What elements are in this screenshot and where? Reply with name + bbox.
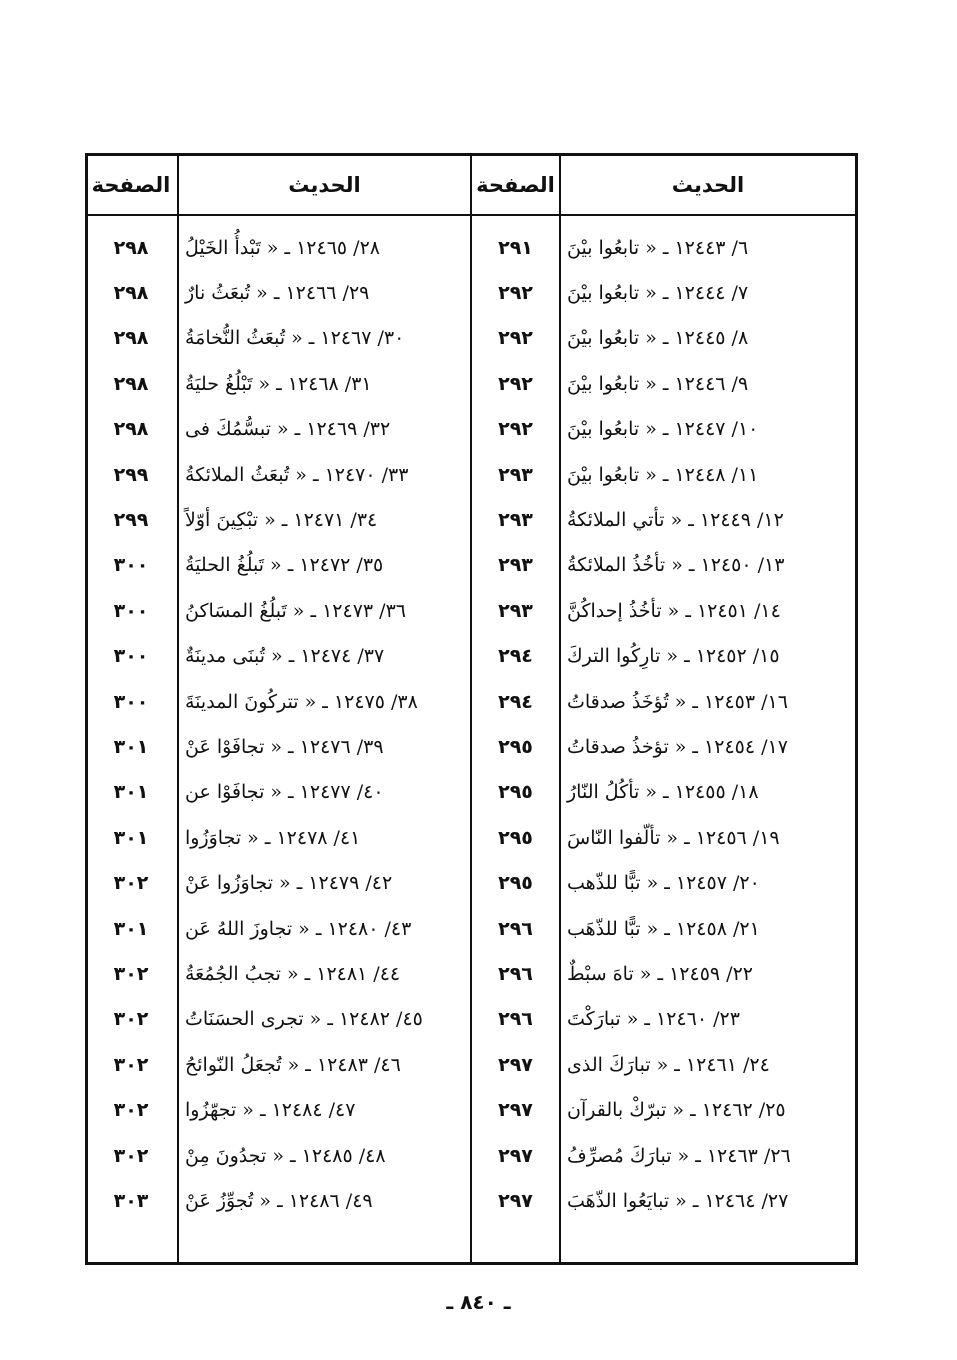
hadith-entry-right: ١٩/ ١٢٤٥٦ ـ « تألّفوا النّاسَ [567,826,780,849]
page-number-right: ٢٩٧ [498,1053,533,1076]
hadith-entry-left: ٤٧/ ١٢٤٨٤ ـ « تجهّزُوا [185,1099,356,1122]
hadith-entry-left: ٣٤/ ١٢٤٧١ ـ « تبْكِينَ أوّلاً [185,508,378,531]
page-number-right: ٢٩٥ [498,872,533,895]
page-number-left: ٣٠٢ [113,1008,149,1031]
hadith-entry-left: ٢٨/ ١٢٤٦٥ ـ « تَبْدأُ الخَيْلُ [185,236,380,259]
page-number-right: ٢٩٢ [498,372,533,395]
table-row [88,1133,855,1178]
page-number-left: ٢٩٨ [113,418,149,441]
page-number-left: ٣٠٢ [113,1053,149,1076]
page-number-left: ٢٩٨ [113,281,149,304]
hadith-entry-left: ٤٠/ ١٢٤٧٧ ـ « تجافَوْا عن [185,781,384,804]
hadith-entry-left: ٢٩/ ١٢٤٦٦ ـ « تُبعَثُ نارٌ [185,281,370,304]
table-row [88,361,855,406]
hadith-entry-right: ٢٦/ ١٢٤٦٣ ـ « تبارَكَ مُصرِّفُ [567,1144,791,1167]
table-row [88,815,855,860]
hadith-entry-left: ٤٨/ ١٢٤٨٥ ـ « تجدُونَ مِنْ [185,1144,386,1167]
page-number-left: ٢٩٩ [113,508,149,531]
hadith-entry-right: ٢٢/ ١٢٤٥٩ ـ « تاهَ سبْطٌ [567,962,753,985]
hadith-entry-left: ٣٢/ ١٢٤٦٩ ـ « تبسُّمُكَ فى [185,418,391,441]
page-number-left: ٣٠٠ [113,554,149,577]
hadith-entry-right: ١٥/ ١٢٤٥٢ ـ « تارِكُوا التركَ [567,645,780,668]
table-row [88,452,855,497]
page-number-left: ٣٠١ [113,735,149,758]
hadith-entry-right: ١٦/ ١٢٤٥٣ ـ « تُؤخَذُ صدقاتُ [567,690,788,713]
table-row [88,1178,855,1223]
hadith-entry-right: ٧/ ١٢٤٤٤ ـ « تابعُوا بيْنَ [567,281,749,304]
page-number-left: ٣٠٠ [113,645,149,668]
page-number-right: ٢٩٣ [498,508,533,531]
page-number-right: ٢٩٢ [498,281,533,304]
hadith-entry-right: ٢٠/ ١٢٤٥٧ ـ « تبًّا للذّهب [567,872,760,895]
page-number-left: ٣٠١ [113,917,149,940]
table-row [88,270,855,315]
page-number-right: ٢٩٤ [498,690,533,713]
hadith-entry-right: ١٢/ ١٢٤٤٩ ـ « تأتي الملائكةُ [567,508,784,531]
table-row [88,679,855,724]
hadith-entry-left: ٣٧/ ١٢٤٧٤ ـ « تُبنَى مدينَةٌ [185,645,385,668]
page-number-right: ٢٩٦ [498,962,533,985]
hadith-entry-left: ٣٥/ ١٢٤٧٢ ـ « تَبلُغُ الحليَةُ [185,554,384,577]
page-number: ـ ٨٤٠ ـ [446,1290,511,1314]
table-row [88,906,855,951]
header-page-left: الصفحة [91,173,171,197]
hadith-entry-right: ٩/ ١٢٤٤٦ ـ « تابعُوا بيْنَ [567,372,749,395]
table-row [88,543,855,588]
hadith-entry-right: ٨/ ١٢٤٤٥ ـ « تابعُوا بيْنَ [567,327,749,350]
page-number-left: ٣٠٢ [113,962,149,985]
page-number-left: ٣٠٠ [113,599,149,622]
page-number-left: ٣٠٢ [113,1144,149,1167]
hadith-entry-left: ٣٠/ ١٢٤٦٧ ـ « تُبعَثُ النُّخامَةُ [185,327,405,350]
hadith-entry-right: ٢١/ ١٢٤٥٨ ـ « تبًّا للذّهَب [567,917,760,940]
table-row [88,588,855,633]
page-number-left: ٢٩٩ [113,463,149,486]
hadith-entry-right: ٢٥/ ١٢٤٦٢ ـ « تبرّكْ بالقرآن [567,1099,786,1122]
hadith-entry-left: ٤٦/ ١٢٤٨٣ ـ « تُجعَلُ النّوائحُ [185,1053,401,1076]
hadith-entry-right: ٢٣/ ١٢٤٦٠ ـ « تبارَكْتَ [567,1008,740,1031]
page-number-left: ٣٠١ [113,781,149,804]
page-number-left: ٢٩٨ [113,327,149,350]
hadith-entry-left: ٣٨/ ١٢٤٧٥ ـ « تتركُونَ المدينَةَ [185,690,418,713]
hadith-entry-left: ٤٥/ ١٢٤٨٢ ـ « تجرى الحسَنَاتُ [185,1008,423,1031]
page-number-left: ٣٠٠ [113,690,149,713]
hadith-entry-left: ٤٣/ ١٢٤٨٠ ـ « تجاوزَ اللهُ عَن [185,917,412,940]
table-row [88,316,855,361]
table-row [88,951,855,996]
page-number-right: ٢٩٦ [498,1008,533,1031]
hadith-entry-right: ١١/ ١٢٤٤٨ ـ « تابعُوا بيْنَ [567,463,759,486]
table-row [88,407,855,452]
table-row [88,1088,855,1133]
page-number-right: ٢٩٢ [498,327,533,350]
hadith-entry-left: ٤١/ ١٢٤٧٨ ـ « تجاوَزُوا [185,826,361,849]
page-number-right: ٢٩٧ [498,1144,533,1167]
page-number-left: ٢٩٨ [113,372,149,395]
table-row [88,770,855,815]
page-number-left: ٣٠٢ [113,1099,149,1122]
table-row [88,724,855,769]
page-number-right: ٢٩٥ [498,735,533,758]
page-number-left: ٣٠٣ [113,1189,149,1212]
table-row [88,225,855,270]
table-row [88,497,855,542]
page-number-right: ٢٩١ [498,236,533,259]
hadith-entry-right: ١٠/ ١٢٤٤٧ ـ « تابعُوا بيْنَ [567,418,759,441]
index-table [85,153,858,1265]
table-row [88,634,855,679]
page-number-left: ٣٠٢ [113,872,149,895]
table-row [88,997,855,1042]
hadith-entry-left: ٣١/ ١٢٤٦٨ ـ « تَبْلُغُ حليَةُ [185,372,372,395]
hadith-entry-left: ٤٤/ ١٢٤٨١ ـ « تجبُ الجُمُعَةُ [185,962,401,985]
page-number-left: ٢٩٨ [113,236,149,259]
page-number-right: ٢٩٣ [498,463,533,486]
table-row [88,1042,855,1087]
hadith-entry-right: ٢٧/ ١٢٤٦٤ ـ « تبايَعُوا الذّهَبَ [567,1189,789,1212]
hadith-entry-left: ٣٦/ ١٢٤٧٣ ـ « تَبلُغُ المسَاكنُ [185,599,406,622]
table-row [88,861,855,906]
page-number-right: ٢٩٧ [498,1189,533,1212]
page-number-right: ٢٩٦ [498,917,533,940]
hadith-entry-left: ٣٩/ ١٢٤٧٦ ـ « تجافَوْا عَنْ [185,735,384,758]
page-number-right: ٢٩٢ [498,418,533,441]
page-number-right: ٢٩٥ [498,781,533,804]
hadith-entry-right: ١٣/ ١٢٤٥٠ ـ « تأخُذُ الملائكةُ [567,554,785,577]
hadith-entry-left: ٤٩/ ١٢٤٨٦ ـ « تُجوِّزُ عَنْ [185,1189,373,1212]
header-hadith-left: الحديث [288,173,361,197]
hadith-entry-right: ٦/ ١٢٤٤٣ ـ « تابعُوا بيْنَ [567,236,749,259]
hadith-entry-right: ١٤/ ١٢٤٥١ ـ « تأخُذُ إحداكُنَّ [567,599,781,622]
page-number-right: ٢٩٣ [498,554,533,577]
page-number-right: ٢٩٣ [498,599,533,622]
hadith-entry-right: ١٨/ ١٢٤٥٥ ـ « تأكُلُ النّارُ [567,781,759,804]
header-divider [88,214,855,216]
hadith-entry-left: ٤٢/ ١٢٤٧٩ ـ « تجاوَزُوا عَنْ [185,872,393,895]
header-page-right: الصفحة [476,173,555,197]
hadith-entry-right: ١٧/ ١٢٤٥٤ ـ « تؤخذُ صدقاتُ [567,735,788,758]
page-number-right: ٢٩٤ [498,645,533,668]
page-number-right: ٢٩٥ [498,826,533,849]
page-number-left: ٣٠١ [113,826,149,849]
hadith-entry-right: ٢٤/ ١٢٤٦١ ـ « تبارَكَ الذى [567,1053,770,1076]
page-number-right: ٢٩٧ [498,1099,533,1122]
header-hadith-right: الحديث [671,173,745,197]
hadith-entry-left: ٣٣/ ١٢٤٧٠ ـ « تُبعَثُ الملائكةُ [185,463,409,486]
